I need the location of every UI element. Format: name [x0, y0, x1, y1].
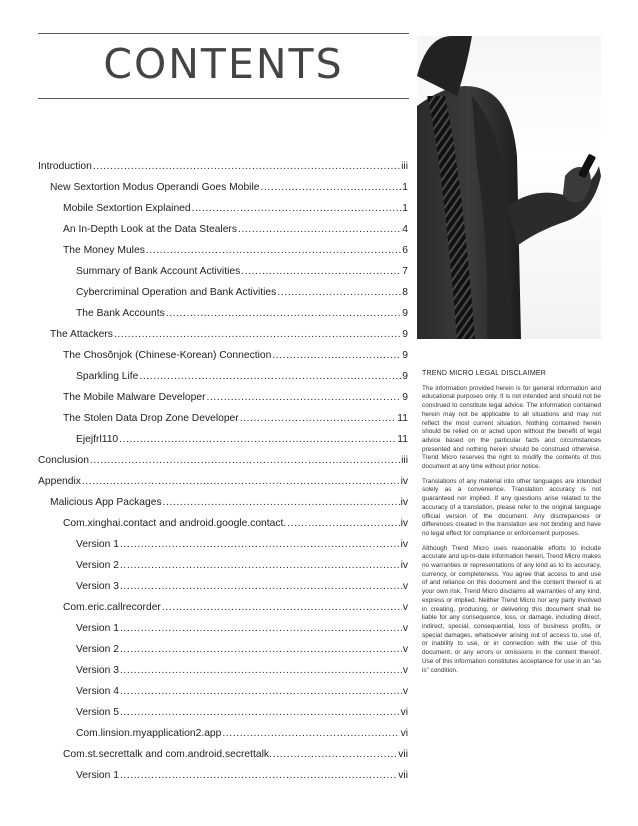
toc-entry-label: Version 1 — [76, 623, 119, 634]
toc-entry-page: v — [402, 602, 408, 613]
toc-leader-dots — [222, 728, 399, 740]
toc-entry[interactable] — [38, 551, 408, 572]
toc-entry-page: vii — [398, 749, 408, 760]
toc-entry-page: iv — [400, 560, 408, 571]
toc-entry[interactable] — [38, 656, 408, 677]
toc-leader-dots — [139, 371, 401, 383]
disclaimer-paragraph-1: The information provided herein is for general information and educational purposes only. It is not intended and should not be construed to constitute legal advice. The information contained herein may not be applicable to all situations and may not reflect the most current situation. Nothing contained herein should be relied on or acted upon without the benefit of legal advice based on the particular facts and circumstances presented and nothing herein should be construed otherwise. Trend Micro reserves the right to modify the contents of this document at any time without prior notice. — [422, 384, 601, 471]
toc-entry[interactable] — [38, 635, 408, 656]
man-silhouette-image — [417, 36, 601, 339]
toc-entry-label: Version 4 — [76, 686, 119, 697]
toc-entry-label: Version 1 — [76, 539, 119, 550]
toc-entry-page: iii — [401, 455, 408, 466]
toc-entry-label: Version 1 — [76, 770, 119, 781]
toc-leader-dots — [166, 308, 402, 320]
toc-entry-label: New Sextortion Modus Operandi Goes Mobile — [50, 182, 260, 193]
toc-entry[interactable] — [38, 257, 408, 278]
table-of-contents — [38, 152, 408, 782]
toc-entry[interactable] — [38, 278, 408, 299]
toc-leader-dots — [120, 770, 397, 782]
toc-entry-label: Com.xinghai.contact and android.google.contact. — [63, 518, 287, 529]
toc-leader-dots — [120, 644, 402, 656]
toc-entry-page: 11 — [397, 434, 408, 445]
toc-entry-label: The Money Mules — [63, 245, 145, 256]
toc-entry-label: The Bank Accounts — [76, 308, 165, 319]
toc-entry-page: 11 — [397, 413, 408, 424]
page-title: CONTENTS — [103, 40, 344, 88]
toc-entry[interactable] — [38, 236, 408, 257]
toc-entry-page: 9 — [402, 329, 408, 340]
toc-entry[interactable] — [38, 299, 408, 320]
toc-entry-label: Version 3 — [76, 665, 119, 676]
toc-entry-label: Version 3 — [76, 581, 119, 592]
toc-leader-dots — [277, 287, 401, 299]
toc-entry-page: v — [402, 644, 408, 655]
toc-entry-page: 6 — [402, 245, 408, 256]
toc-entry-page: v — [402, 665, 408, 676]
toc-entry[interactable] — [38, 194, 408, 215]
toc-leader-dots — [120, 686, 402, 698]
toc-entry[interactable] — [38, 446, 408, 467]
toc-leader-dots — [192, 203, 402, 215]
toc-entry[interactable] — [38, 341, 408, 362]
toc-entry[interactable] — [38, 572, 408, 593]
toc-entry[interactable] — [38, 173, 408, 194]
toc-entry-page: 9 — [402, 308, 408, 319]
toc-entry[interactable] — [38, 761, 408, 782]
toc-leader-dots — [93, 161, 400, 173]
toc-leader-dots — [120, 707, 400, 719]
toc-leader-dots — [207, 392, 402, 404]
toc-entry-page: 9 — [402, 371, 408, 382]
toc-entry[interactable] — [38, 593, 408, 614]
toc-entry-label: Com.eric.callrecorder — [63, 602, 161, 613]
toc-entry-label: The Chosŏnjok (Chinese-Korean) Connection — [63, 350, 272, 361]
toc-entry[interactable] — [38, 740, 408, 761]
toc-entry-page: iv — [400, 518, 408, 529]
toc-entry-label: The Stolen Data Drop Zone Developer — [63, 413, 239, 424]
toc-entry-page: 1 — [402, 203, 408, 214]
toc-entry-label: Version 2 — [76, 644, 119, 655]
toc-entry[interactable] — [38, 467, 408, 488]
toc-entry-label: Version 5 — [76, 707, 119, 718]
toc-entry-label: Com.st.secrettalk and com.android.secrettalk. — [63, 749, 272, 760]
toc-entry[interactable] — [38, 404, 408, 425]
toc-leader-dots — [163, 497, 400, 509]
toc-entry[interactable] — [38, 677, 408, 698]
toc-entry-label: Cybercriminal Operation and Bank Activities — [76, 287, 277, 298]
toc-entry[interactable] — [38, 698, 408, 719]
toc-entry[interactable] — [38, 488, 408, 509]
toc-entry-page: 7 — [402, 266, 408, 277]
toc-entry-page: iv — [400, 476, 408, 487]
toc-entry-page: 9 — [402, 350, 408, 361]
legal-disclaimer — [422, 370, 601, 681]
toc-leader-dots — [120, 560, 400, 572]
toc-entry[interactable] — [38, 320, 408, 341]
toc-leader-dots — [120, 623, 402, 635]
toc-entry-page: 4 — [402, 224, 408, 235]
toc-entry[interactable] — [38, 614, 408, 635]
toc-entry-label: Appendix — [38, 476, 81, 487]
toc-leader-dots — [272, 350, 401, 362]
toc-entry-page: vii — [398, 770, 408, 781]
toc-entry-label: Sparkling Life — [76, 371, 139, 382]
photo-man-with-phone — [417, 36, 601, 339]
toc-entry-page: v — [402, 623, 408, 634]
toc-entry[interactable] — [38, 530, 408, 551]
title-rule-bottom — [38, 98, 409, 99]
toc-entry-label: Version 2 — [76, 560, 119, 571]
toc-leader-dots — [120, 665, 402, 677]
disclaimer-heading: TREND MICRO LEGAL DISCLAIMER — [422, 370, 546, 377]
toc-leader-dots — [119, 434, 396, 446]
toc-entry-label: Malicious App Packages — [50, 497, 162, 508]
toc-entry-page: iv — [400, 497, 408, 508]
toc-entry-page: 1 — [402, 182, 408, 193]
toc-entry-page: 8 — [402, 287, 408, 298]
toc-entry-page: v — [402, 581, 408, 592]
toc-entry-page: iii — [401, 161, 408, 172]
toc-entry-label: Summary of Bank Account Activities — [76, 266, 241, 277]
toc-entry[interactable] — [38, 425, 408, 446]
toc-entry-label: Ejejfrl110 — [76, 434, 119, 445]
toc-leader-dots — [90, 455, 400, 467]
toc-entry-label: The Attackers — [50, 329, 113, 340]
toc-leader-dots — [146, 245, 401, 257]
toc-entry[interactable] — [38, 719, 408, 740]
toc-leader-dots — [82, 476, 400, 488]
toc-leader-dots — [260, 182, 401, 194]
toc-entry-page: 9 — [402, 392, 408, 403]
toc-entry-label: An In-Depth Look at the Data Stealers — [63, 224, 238, 235]
toc-entry-label: Conclusion — [38, 455, 89, 466]
title-rule-top — [38, 33, 409, 34]
toc-entry[interactable] — [38, 152, 408, 173]
toc-leader-dots — [238, 224, 401, 236]
toc-leader-dots — [120, 539, 400, 551]
toc-entry-label: Com.linsion.myapplication2.app — [76, 728, 222, 739]
toc-entry[interactable] — [38, 383, 408, 404]
toc-entry-page: vi — [400, 707, 408, 718]
toc-entry-page: iv — [400, 539, 408, 550]
disclaimer-paragraph-2: Translations of any material into other languages are intended solely as a convenience. Translation accuracy is not guaranteed nor implied. If any questions arise related to the accuracy of a translation, please refer to the original language official version of the document. Any discrepancies or differences created in the translation are not binding and have no legal effect for compliance or enforcement purposes. — [422, 477, 601, 537]
toc-leader-dots — [240, 413, 397, 425]
toc-entry-page: v — [402, 686, 408, 697]
toc-leader-dots — [273, 749, 397, 761]
toc-leader-dots — [120, 581, 402, 593]
toc-leader-dots — [287, 518, 399, 530]
toc-entry-label: The Mobile Malware Developer — [63, 392, 206, 403]
toc-leader-dots — [114, 329, 401, 341]
toc-entry-label: Introduction — [38, 161, 92, 172]
disclaimer-paragraph-3: Although Trend Micro uses reasonable efforts to include accurate and up-to-date information herein, Trend Micro makes no warranties or representations of any kind as to its accuracy, currency, or completeness. You agree that access to and use of and reliance on this document and the content thereof is at your own risk. Trend Micro disclaims all warranties of any kind, express or implied. Neither Trend Micro nor any party involved in creating, producing, or delivering this document shall be liable for any consequence, loss, or damage, including direct, indirect, special, consequential, loss of business profits, or special damages, whatsoever arising out of access to, use of, or inability to use, or in connection with the use of this document, or any errors or omissions in the content thereof. Use of this information constitutes acceptance for use in an “as is” condition. — [422, 544, 601, 674]
toc-entry[interactable] — [38, 215, 408, 236]
toc-entry-page: vi — [400, 728, 408, 739]
toc-leader-dots — [241, 266, 401, 278]
toc-entry-label: Mobile Sextortion Explained — [63, 203, 191, 214]
toc-leader-dots — [162, 602, 402, 614]
toc-entry[interactable] — [38, 509, 408, 530]
toc-entry[interactable] — [38, 362, 408, 383]
